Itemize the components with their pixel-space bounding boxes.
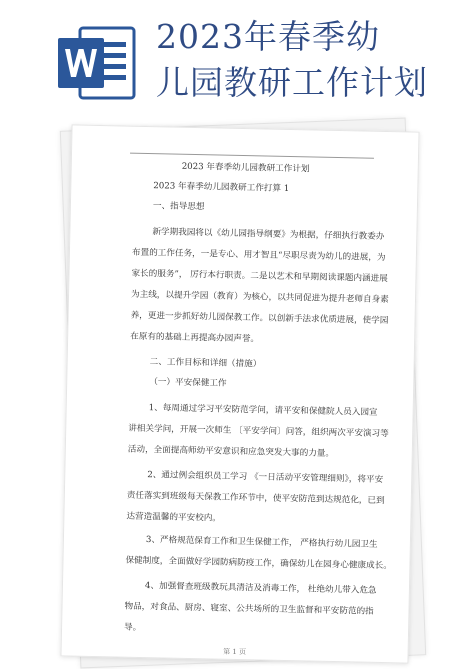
page-number: 第 1 页 [223, 647, 247, 657]
paragraph-line: 活动，全面提高师幼平安意识和应急突发大事的力量。 [127, 444, 335, 459]
paragraph-line: 达营造温馨的平安校内。 [126, 511, 222, 524]
document-subheading: 2023 年春季幼儿园教研工作打算 1 [153, 181, 290, 194]
subsection-heading: （一）平安保健工作 [149, 377, 227, 389]
paragraph-line: 讲相关学问，开展一次师生 〔平安学问〕问答，组织两次平安演习等 [128, 423, 389, 440]
section-heading: 一、指导思想 [152, 201, 205, 213]
document-page [60, 124, 419, 663]
paragraph-line: 为主线，以提升学园（教育）为核心，以共同促进为提升老师自身素 [130, 289, 389, 306]
paragraph-line: 养，更进一步抓好幼儿园保教工作。以创新手法求优质进展，使学园 [130, 310, 389, 327]
title-line-2: 儿园教研工作计划 [156, 63, 428, 102]
paragraph-line: 1、每周通过学习平安防范学问，请平安和保健院人员入园宣 [148, 403, 378, 418]
paragraph-line: 3、严格规范保育工作和卫生保健工作， 严格执行幼儿园卫生 [145, 535, 378, 550]
paragraph-line: 2、通过例会组织员工学习 《一日活动平安管理细则》，将平安 [147, 470, 384, 486]
page-title [156, 14, 466, 106]
paragraph-line: 家长的服务”， 厉行本行职责。二是以艺术和早期阅读课题内涵进展 [131, 268, 388, 285]
paragraph-line: 新学期我园将以《幼儿园指导纲要》为根据，仔细执行教委办 [152, 227, 385, 242]
paragraph-line: 4、加强督查班级教玩具清洁及消毒工作， 杜绝幼儿带入危急 [144, 581, 377, 596]
section-heading: 二、工作目标和详细（措施） [149, 357, 262, 370]
document-heading: 2023 年春季幼儿园教研工作计划 [181, 161, 310, 175]
paragraph-line: 在原有的基础上再提高办园声誉。 [130, 331, 260, 345]
header-banner [0, 0, 474, 118]
paragraph-line: 布置的工作任务，一是专心、用才智且“尽职尽责为幼儿的进展，为 [131, 247, 386, 264]
paragraph-line: 保健制度，全面做好学园防病防疫工作，确保幼儿在园身心健康成长。 [125, 555, 392, 572]
title-line-1: 2023年春季幼 [156, 17, 380, 56]
paragraph-line: 导。 [123, 622, 142, 633]
paragraph-line: 物品，对食品、厨房、寝室、公共场所的卫生监督和平安防范的指 [124, 601, 374, 617]
paragraph-line: 责任落实到班级每天保教工作环节中，使平安防范到达规范化，已到 [126, 490, 385, 507]
document-body [61, 125, 418, 662]
word-document-icon [56, 24, 136, 102]
